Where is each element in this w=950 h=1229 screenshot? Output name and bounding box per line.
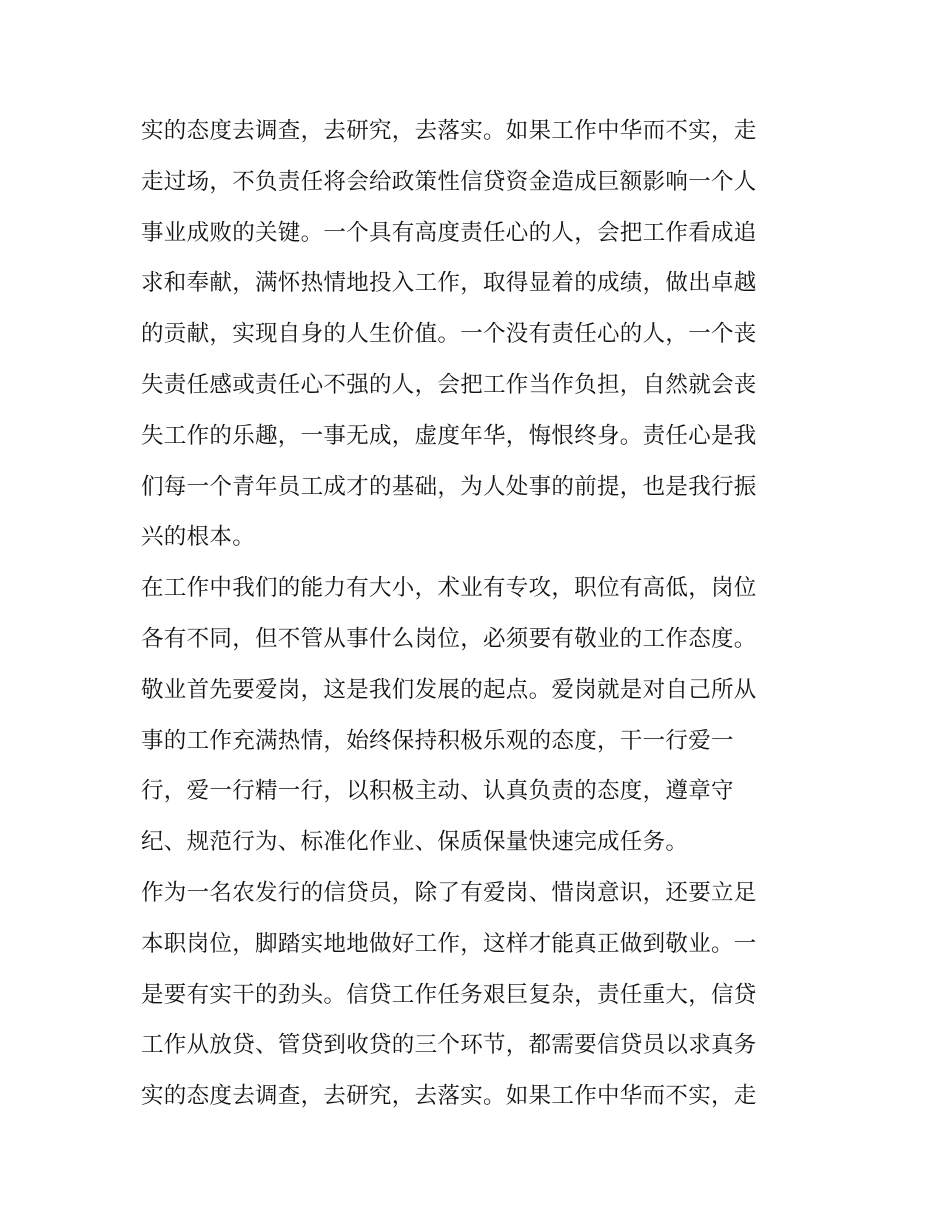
text-line: 敬业首先要爱岗，这是我们发展的起点。爱岗就是对自己所从 <box>141 676 757 703</box>
text-line: 是要有实干的劲头。信贷工作任务艰巨复杂，责任重大，信贷 <box>141 981 757 1008</box>
text-line: 失工作的乐趣，一事无成，虚度年华，悔恨终身。责任心是我 <box>141 422 757 449</box>
text-line: 各有不同，但不管从事什么岗位，必须要有敬业的工作态度。 <box>141 625 757 652</box>
text-line: 兴的根本。 <box>141 524 256 551</box>
text-line: 本职岗位，脚踏实地地做好工作，这样才能真正做到敬业。一 <box>141 930 757 957</box>
text-line: 作为一名农发行的信贷员，除了有爱岗、惜岗意识，还要立足 <box>141 879 757 906</box>
text-line: 在工作中我们的能力有大小，术业有专攻，职位有高低，岗位 <box>141 575 757 602</box>
text-line: 工作从放贷、管贷到收贷的三个环节，都需要信贷员以求真务 <box>141 1032 757 1059</box>
text-line: 的贡献，实现自身的人生价值。一个没有责任心的人，一个丧 <box>141 321 757 348</box>
text-line: 们每一个青年员工成才的基础，为人处事的前提，也是我行振 <box>141 473 757 500</box>
text-line: 失责任感或责任心不强的人，会把工作当作负担，自然就会丧 <box>141 371 757 398</box>
text-line: 纪、规范行为、标准化作业、保质保量快速完成任务。 <box>141 829 689 856</box>
text-line: 走过场，不负责任将会给政策性信贷资金造成巨额影响一个人 <box>141 168 757 195</box>
text-line: 事的工作充满热情，始终保持积极乐观的态度，干一行爱一 <box>141 727 734 754</box>
text-line: 实的态度去调查，去研究，去落实。如果工作中华而不实，走 <box>141 118 757 144</box>
text-line: 实的态度去调查，去研究，去落实。如果工作中华而不实，走 <box>141 1083 757 1110</box>
text-line: 求和奉献，满怀热情地投入工作，取得显着的成绩，做出卓越 <box>141 270 757 297</box>
text-line: 行，爱一行精一行，以积极主动、认真负责的态度，遵章守 <box>141 778 734 805</box>
text-line: 事业成败的关键。一个具有高度责任心的人，会把工作看成追 <box>141 219 757 246</box>
document-page <box>141 106 821 1122</box>
